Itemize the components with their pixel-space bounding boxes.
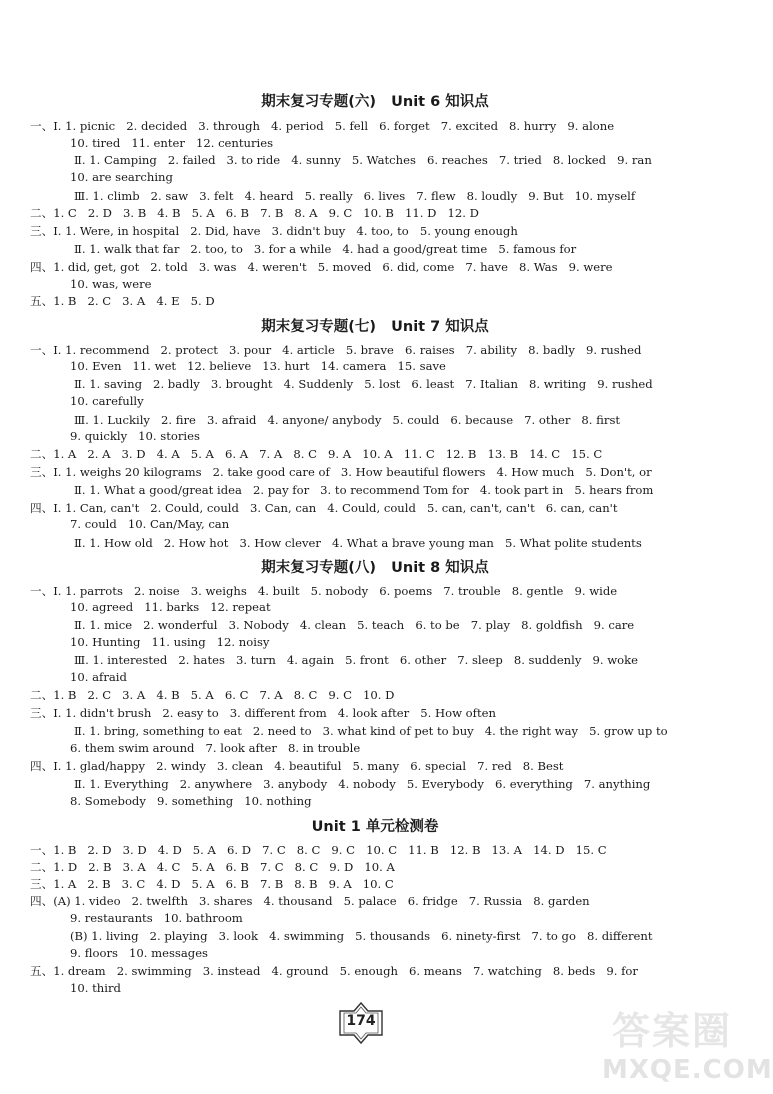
answer-line: 三、Ⅰ. 1. weighs 20 kilograms 2. take good care of 3. How beautiful flowers 4. How much 5. Don't, or [30,465,652,479]
answer-line: 10. Hunting 11. using 12. noisy [70,635,270,649]
answer-line: 四、(A) 1. video 2. twelfth 3. shares 4. thousand 5. palace 6. fridge 7. Russia 8. garden [30,894,590,908]
answer-line: 三、1. A 2. B 3. C 4. D 5. A 6. B 7. B 8. B 9. A 10. C [30,877,394,891]
answer-line: 一、Ⅰ. 1. parrots 2. noise 3. weighs 4. built 5. nobody 6. poems 7. trouble 8. gentle 9. wide [30,584,618,598]
watermark-logo: 答案圈 [612,1009,733,1053]
answer-line: (B) 1. living 2. playing 3. look 4. swimming 5. thousands 6. ninety-first 7. to go 8. different [70,929,653,943]
section-title-unit6: 期末复习专题(六) Unit 6 知识点 [261,94,489,110]
answer-line: 一、Ⅰ. 1. picnic 2. decided 3. through 4. period 5. fell 6. forget 7. excited 8. hurry 9. alone [30,119,615,133]
answer-line: Ⅱ. 1. walk that far 2. too, to 3. for a while 4. had a good/great time 5. famous for [74,242,577,256]
answer-line: 一、Ⅰ. 1. recommend 2. protect 3. pour 4. article 5. brave 6. raises 7. ability 8. badly 9. rushed [30,343,642,357]
section-title-unit1-test: Unit 1 单元检测卷 [311,819,439,835]
answer-line: 10. are searching [70,170,173,184]
answer-line: 三、Ⅰ. 1. Were, in hospital 2. Did, have 3. didn't buy 4. too, to 5. young enough [30,224,518,238]
answer-line: 10. Even 11. wet 12. believe 13. hurt 14. camera 15. save [70,359,446,373]
answer-line: 10. third [70,981,121,995]
answer-line: 四、Ⅰ. 1. glad/happy 2. windy 3. clean 4. beautiful 5. many 6. special 7. red 8. Best [30,759,564,773]
answer-line: 二、1. C 2. D 3. B 4. B 5. A 6. B 7. B 8. A 9. C 10. B 11. D 12. D [30,206,479,220]
answer-line: 三、Ⅰ. 1. didn't brush 2. easy to 3. different from 4. look after 5. How often [30,706,496,720]
answer-line: 一、1. B 2. D 3. D 4. D 5. A 6. D 7. C 8. C 9. C 10. C 11. B 12. B 13. A 14. D 15. C [30,843,607,857]
answer-line: Ⅱ. 1. saving 2. badly 3. brought 4. Suddenly 5. lost 6. least 7. Italian 8. writing 9. rushed [74,377,653,391]
answer-line: Ⅱ. 1. How old 2. How hot 3. How clever 4. What a brave young man 5. What polite students [74,536,642,550]
answer-line: Ⅲ. 1. climb 2. saw 3. felt 4. heard 5. really 6. lives 7. flew 8. loudly 9. But 10. myself [74,189,636,203]
section-title-unit8: 期末复习专题(八) Unit 8 知识点 [261,560,489,576]
section-title-unit7: 期末复习专题(七) Unit 7 知识点 [261,319,489,335]
answer-line: 五、1. dream 2. swimming 3. instead 4. ground 5. enough 6. means 7. watching 8. beds 9. for [30,964,638,978]
answer-line: 五、1. B 2. C 3. A 4. E 5. D [30,294,215,308]
answer-line: 四、1. did, get, got 2. told 3. was 4. weren't 5. moved 6. did, come 7. have 8. Was 9. were [30,260,613,274]
answer-line: 10. carefully [70,394,144,408]
answer-line: Ⅱ. 1. bring, something to eat 2. need to 3. what kind of pet to buy 4. the right way 5. grow up to [74,724,668,738]
answer-line: 二、1. A 2. A 3. D 4. A 5. A 6. A 7. A 8. C 9. A 10. A 11. C 12. B 13. B 14. C 15. C [30,447,603,461]
answer-line: 四、Ⅰ. 1. Can, can't 2. Could, could 3. Can, can 4. Could, could 5. can, can't, can't 6. can, can't [30,501,618,515]
answer-line: Ⅲ. 1. Luckily 2. fire 3. afraid 4. anyone/ anybody 5. could 6. because 7. other 8. first [74,413,621,427]
answer-line: 8. Somebody 9. something 10. nothing [70,794,312,808]
answer-line: 6. them swim around 7. look after 8. in trouble [70,741,361,755]
answer-line: Ⅱ. 1. mice 2. wonderful 3. Nobody 4. clean 5. teach 6. to be 7. play 8. goldfish 9. care [74,618,635,632]
answer-line: 9. quickly 10. stories [70,429,200,443]
answer-line: 10. afraid [70,670,127,684]
answer-line: 10. was, were [70,277,152,291]
answer-line: Ⅱ. 1. Camping 2. failed 3. to ride 4. sunny 5. Watches 6. reaches 7. tried 8. locked 9. ran [74,153,652,167]
answer-line: 二、1. B 2. C 3. A 4. B 5. A 6. C 7. A 8. C 9. C 10. D [30,688,395,702]
answer-line: 10. tired 11. enter 12. centuries [70,136,274,150]
answer-line: 9. restaurants 10. bathroom [70,911,243,925]
answer-line: Ⅱ. 1. Everything 2. anywhere 3. anybody 4. nobody 5. Everybody 6. everything 7. anything [74,777,651,791]
watermark-url: MXQE.COM [602,1055,773,1085]
answer-line: 9. floors 10. messages [70,946,209,960]
answer-line: 10. agreed 11. barks 12. repeat [70,600,271,614]
answer-line: Ⅲ. 1. interested 2. hates 3. turn 4. again 5. front 6. other 7. sleep 8. suddenly 9. woke [74,653,639,667]
answer-line: Ⅱ. 1. What a good/great idea 2. pay for 3. to recommend Tom for 4. took part in 5. hears from [74,483,654,497]
answer-line: 7. could 10. Can/May, can [70,517,230,531]
page-number: 174 [346,1013,376,1029]
answer-line: 二、1. D 2. B 3. A 4. C 5. A 6. B 7. C 8. C 9. D 10. A [30,860,395,874]
page-number-badge [338,1001,384,1045]
